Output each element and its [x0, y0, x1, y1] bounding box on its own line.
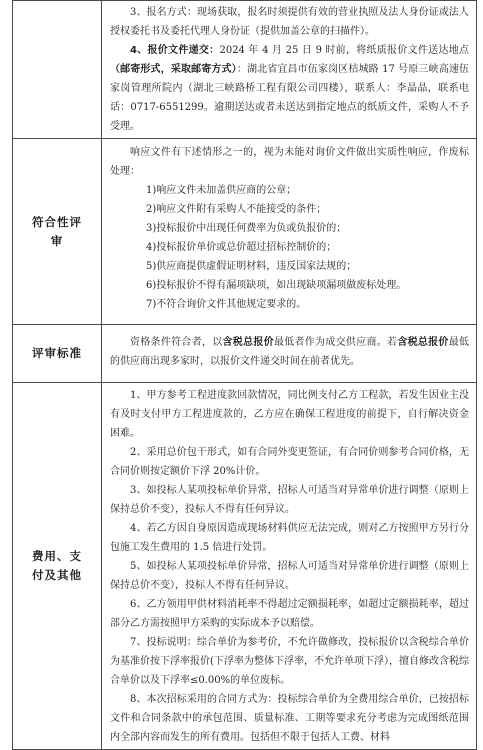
fees-item: 4、若乙方因自身原因造成现场材料供应无法完成，则对乙方按照甲方另行分包施工发生费用的 1.5 倍进行处罚。 — [110, 523, 469, 553]
compliance-item: 3)投标报价中出现任何费率为负或负报价的； — [146, 223, 347, 234]
submission-info-cell — [102, 1, 477, 139]
total-price-emphasis: 含税总报价 — [397, 337, 449, 348]
fees-label: 费用、支付及其他 — [32, 549, 82, 582]
fees-content-cell — [102, 383, 477, 750]
review-content-cell — [102, 325, 477, 383]
compliance-item: 5)供应商提供虚假证明材料，违反国家法规的； — [146, 261, 357, 272]
total-price-emphasis: 含税总报价 — [222, 337, 274, 348]
submission-text — [110, 41, 469, 136]
compliance-item: 2)响应文件附有采购人不能接受的条件； — [146, 204, 327, 215]
compliance-intro: 响应文件有下述情形之一的，视为未能对询价文件做出实质性响应，作废标处理： — [110, 147, 469, 177]
submission-label: 4、报价文件递交： — [130, 45, 220, 56]
table-row — [13, 1, 477, 139]
fees-item: 2、采用总价包干形式，如有合同外变更签证，有合同价则参考合同价格，无合同价则按定额价下浮 20%计价。 — [110, 447, 469, 477]
review-text: 资格条件符合者，以含税总报价最低者作为成交供应商。若含税总报价最低的供应商出现多家时，以报价文件递交时间在前者优先。 — [110, 337, 469, 367]
fees-label-cell — [13, 383, 102, 750]
fees-item: 1、甲方参考工程进度款回款情况，同比例支付乙方工程款，若发生因业主没有及时支付甲方工程进度款的，乙方应在确保工程进度的前提下，自行解决资金困难。 — [110, 390, 469, 439]
table-row — [13, 139, 477, 325]
submission-deadline: 2024 年 4 月 25 日 9 时前，将纸质报价文件送达地点 — [219, 45, 469, 56]
review-label: 评审标准 — [32, 346, 82, 360]
registration-method-text: 3、报名方式：现场获取，报名时须提供有效的营业执照及法人身份证或法人授权委托书及委托代理人身份证（提供加盖公章的扫描件）。 — [110, 7, 469, 37]
fees-item: 8、本次招标采用的合同方式为：投标综合单价为全费用综合单价，已按招标文件和合同条款中的承包范围、质量标准、工期等要求充分考虑为完成图纸范围内全部内容而发生的所有费用。包括但不限于包括人工费、材料 — [110, 694, 469, 743]
fees-item: 7、投标说明：综合单价为参考价，不允许做修改，投标报价以含税综合单价为基准价按下浮率报价(下浮率为整体下浮率，不允许单项下浮），擅自修改含税综合单价以及下浮率≤0.00%的单位废标。 — [110, 637, 469, 686]
compliance-label: 符合性评审 — [32, 214, 82, 248]
fees-item: 6、乙方领用甲供材料消耗率不得超过定额损耗率，如超过定额损耗率，超过部分乙方需按照甲方采购的实际成本予以赔偿。 — [110, 599, 469, 629]
compliance-item: 4)投标报价单价或总价超过招标控制价的； — [146, 242, 337, 253]
compliance-item: 1)响应文件未加盖供应商的公章； — [146, 185, 297, 196]
empty-label-cell — [13, 1, 102, 139]
compliance-content-cell — [102, 139, 477, 325]
table-row — [13, 383, 477, 750]
fees-item: 3、如投标人某项投标单价异常，招标人可适当对异常单价进行调整（原则上保持总价不变），投标人不得有任何异议。 — [110, 485, 469, 515]
procurement-table — [12, 0, 477, 750]
table-row — [13, 325, 477, 383]
compliance-item: 6)投标报价不得有漏项缺项，如出现缺项漏项做废标处理。 — [146, 280, 407, 291]
compliance-label-cell — [13, 139, 102, 325]
submission-mail-note: （邮寄形式，采取邮寄方式） — [110, 64, 237, 75]
fees-item: 5、如投标人某项投标单价异常，招标人可适当对异常单价进行调整（原则上保持总价不变），投标人不得有任何异议。 — [110, 561, 469, 591]
submission-address: ：湖北省宜昌市伍家岗区桔城路 17 号原三峡高速伍家岗管理所院内（湖北三峡路桥工程有限公司四楼），联系人：李晶晶，联系电话：0717-6551299。逾期送达或者未送达到指定地点的纸质文件，采购人不予受理。 — [110, 64, 469, 132]
review-label-cell — [13, 325, 102, 383]
compliance-item: 7)不符合询价文件其他规定要求的。 — [146, 299, 307, 310]
